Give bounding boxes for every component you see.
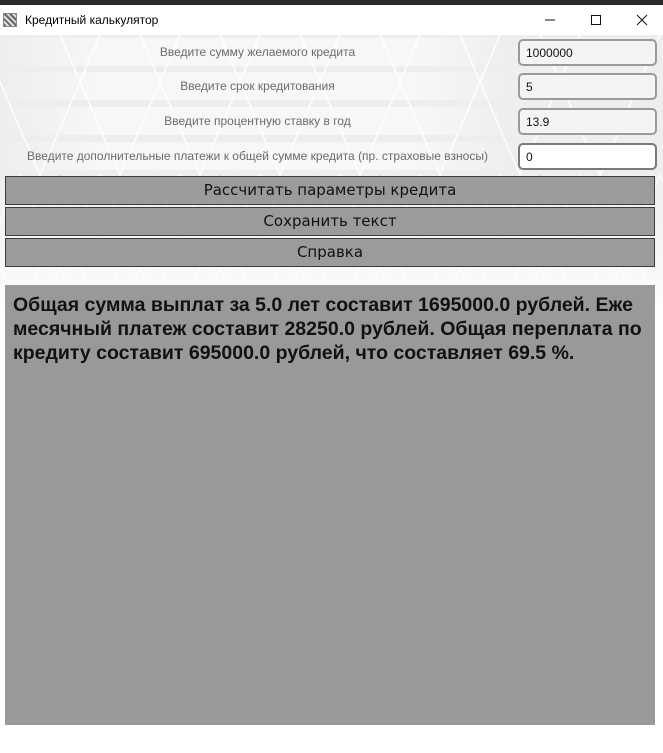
maximize-icon [590, 14, 602, 26]
window-content [0, 35, 663, 753]
close-icon [636, 14, 648, 26]
amount-input[interactable] [518, 39, 657, 66]
app-icon [3, 13, 17, 27]
title-bar[interactable] [0, 5, 663, 35]
window-title: Кредитный калькулятор [25, 13, 159, 27]
close-button[interactable] [619, 5, 663, 35]
term-input[interactable] [518, 73, 657, 100]
result-text: Общая сумма выплат за 5.0 лет составит 1695000.0 рублей. Ежемесячный платеж составит 28250.0 рублей. Общая переплата по кредиту составит 695000.0 рублей, что составляет 69.5 %. [5, 285, 655, 725]
rate-input[interactable] [518, 108, 657, 135]
extra-payments-input[interactable] [518, 143, 657, 170]
minimize-icon [544, 14, 556, 26]
maximize-button[interactable] [573, 5, 619, 35]
help-button[interactable]: Справка [5, 238, 655, 267]
rate-label: Введите процентную ставку в год [0, 107, 515, 135]
amount-label: Введите сумму желаемого кредита [0, 38, 515, 66]
save-text-button[interactable]: Сохранить текст [5, 207, 655, 236]
minimize-button[interactable] [527, 5, 573, 35]
calculate-button[interactable]: Рассчитать параметры кредита [5, 176, 655, 205]
extra-payments-label: Введите дополнительные платежи к общей сумме кредита (пр. страховые взносы) [0, 142, 515, 170]
term-label: Введите срок кредитования [0, 72, 515, 100]
